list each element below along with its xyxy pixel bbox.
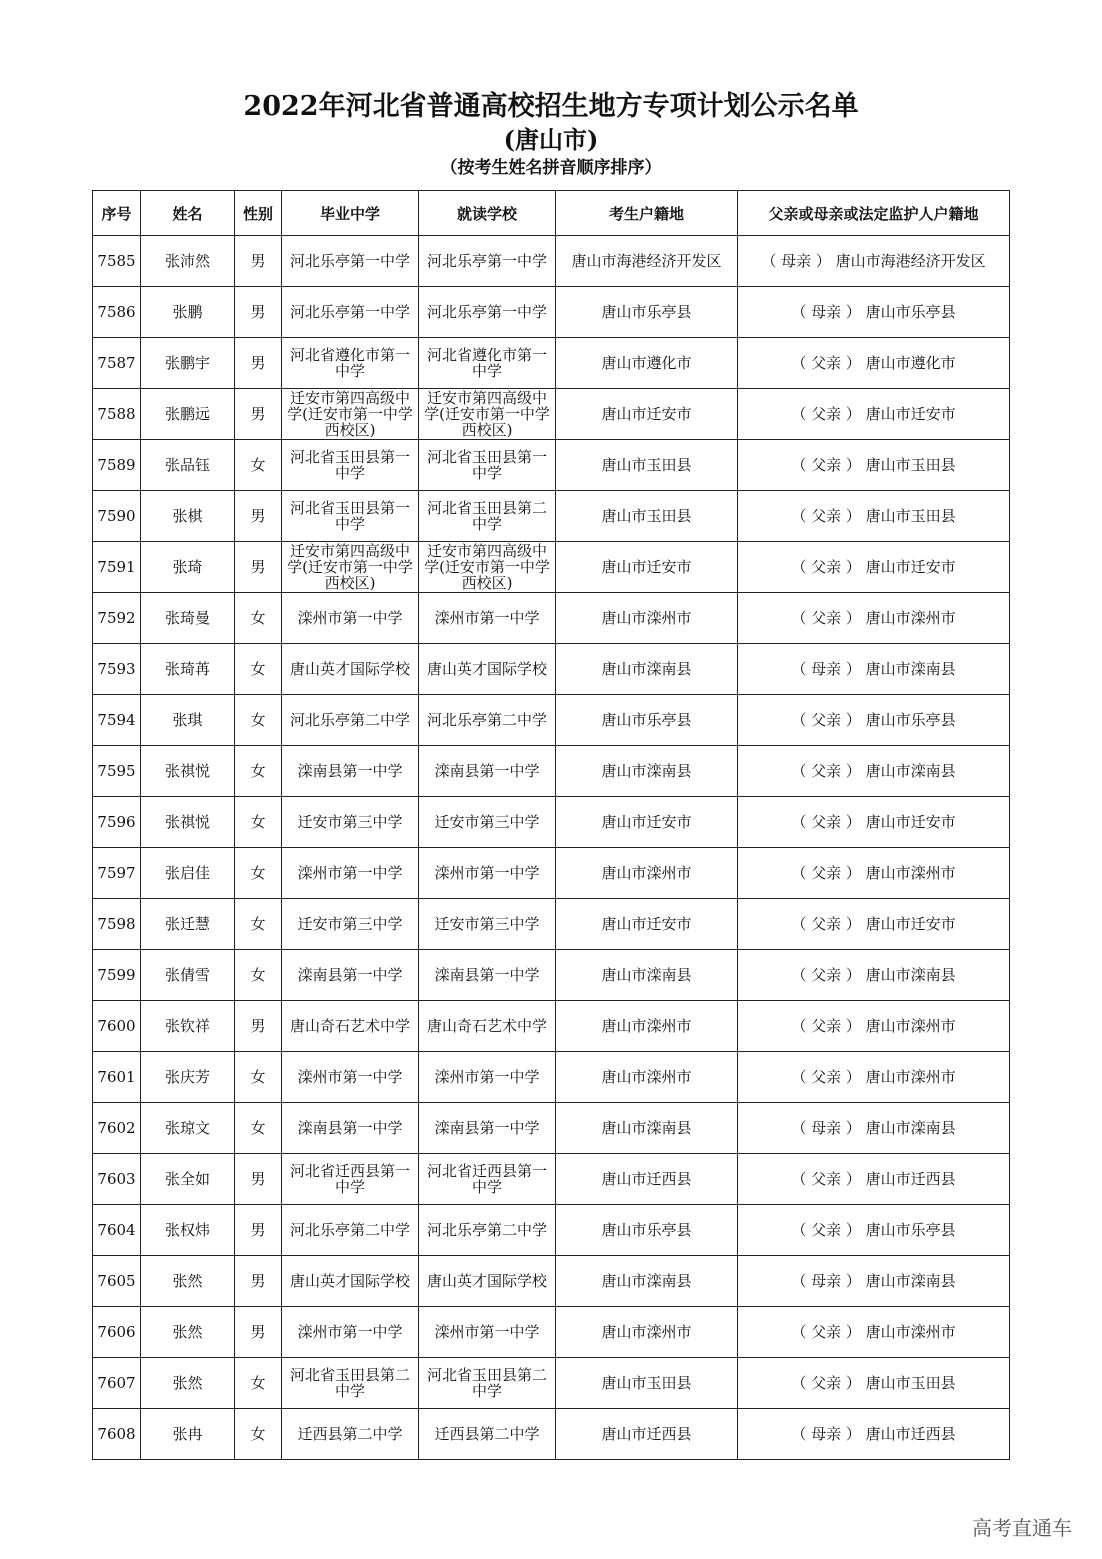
cell-current-school: 滦州市第一中学 <box>419 848 556 899</box>
cell-guardian-hukou: （ 父亲 ） 唐山市滦州市 <box>738 593 1010 644</box>
cell-name: 张然 <box>141 1256 235 1307</box>
cell-name: 张迁慧 <box>141 899 235 950</box>
cell-gender: 女 <box>235 848 282 899</box>
cell-guardian-hukou: （ 母亲 ） 唐山市滦南县 <box>738 644 1010 695</box>
cell-hukou: 唐山市乐亭县 <box>556 1205 738 1256</box>
cell-name: 张品钰 <box>141 440 235 491</box>
column-header-gender: 性别 <box>235 191 282 236</box>
cell-gender: 女 <box>235 950 282 1001</box>
cell-guardian-hukou: （ 母亲 ） 唐山市乐亭县 <box>738 287 1010 338</box>
table-row <box>93 899 1010 950</box>
cell-seq: 7597 <box>93 848 141 899</box>
cell-seq: 7594 <box>93 695 141 746</box>
cell-seq: 7587 <box>93 338 141 389</box>
table-row <box>93 593 1010 644</box>
cell-name: 张冉 <box>141 1409 235 1460</box>
cell-gender: 女 <box>235 1103 282 1154</box>
cell-guardian-hukou: （ 父亲 ） 唐山市迁安市 <box>738 899 1010 950</box>
cell-seq: 7593 <box>93 644 141 695</box>
cell-current-school: 滦州市第一中学 <box>419 1052 556 1103</box>
cell-grad-school: 滦州市第一中学 <box>282 1052 419 1103</box>
cell-gender: 男 <box>235 338 282 389</box>
cell-seq: 7602 <box>93 1103 141 1154</box>
cell-current-school: 河北省玉田县第一中学 <box>419 440 556 491</box>
cell-grad-school: 滦南县第一中学 <box>282 1103 419 1154</box>
cell-grad-school: 河北省玉田县第一中学 <box>282 491 419 542</box>
table-row <box>93 236 1010 287</box>
cell-name: 张鹏 <box>141 287 235 338</box>
cell-name: 张棋 <box>141 491 235 542</box>
cell-gender: 女 <box>235 593 282 644</box>
cell-seq: 7590 <box>93 491 141 542</box>
table-row <box>93 1052 1010 1103</box>
cell-gender: 男 <box>235 1256 282 1307</box>
cell-gender: 女 <box>235 695 282 746</box>
cell-grad-school: 河北省迁西县第一中学 <box>282 1154 419 1205</box>
cell-hukou: 唐山市海港经济开发区 <box>556 236 738 287</box>
cell-current-school: 迁安市第四高级中学(迁安市第一中学西校区) <box>419 542 556 593</box>
cell-guardian-hukou: （ 父亲 ） 唐山市滦州市 <box>738 1052 1010 1103</box>
cell-name: 张然 <box>141 1358 235 1409</box>
cell-grad-school: 滦南县第一中学 <box>282 950 419 1001</box>
cell-name: 张琪 <box>141 695 235 746</box>
cell-grad-school: 河北乐亭第一中学 <box>282 236 419 287</box>
cell-seq: 7588 <box>93 389 141 440</box>
cell-gender: 男 <box>235 542 282 593</box>
cell-seq: 7605 <box>93 1256 141 1307</box>
cell-grad-school: 滦州市第一中学 <box>282 848 419 899</box>
cell-current-school: 滦南县第一中学 <box>419 746 556 797</box>
cell-hukou: 唐山市迁西县 <box>556 1154 738 1205</box>
cell-current-school: 滦州市第一中学 <box>419 593 556 644</box>
cell-gender: 女 <box>235 797 282 848</box>
cell-hukou: 唐山市迁安市 <box>556 389 738 440</box>
cell-guardian-hukou: （ 父亲 ） 唐山市滦州市 <box>738 1001 1010 1052</box>
cell-guardian-hukou: （ 父亲 ） 唐山市遵化市 <box>738 338 1010 389</box>
cell-hukou: 唐山市乐亭县 <box>556 695 738 746</box>
cell-name: 张琦苒 <box>141 644 235 695</box>
cell-grad-school: 河北省玉田县第二中学 <box>282 1358 419 1409</box>
cell-hukou: 唐山市玉田县 <box>556 1358 738 1409</box>
cell-grad-school: 河北省遵化市第一中学 <box>282 338 419 389</box>
cell-guardian-hukou: （ 父亲 ） 唐山市迁西县 <box>738 1154 1010 1205</box>
cell-hukou: 唐山市滦南县 <box>556 746 738 797</box>
cell-seq: 7591 <box>93 542 141 593</box>
cell-seq: 7589 <box>93 440 141 491</box>
cell-guardian-hukou: （ 父亲 ） 唐山市玉田县 <box>738 440 1010 491</box>
document-subtitle: (唐山市) <box>503 125 599 154</box>
table-row <box>93 542 1010 593</box>
table-row <box>93 1358 1010 1409</box>
cell-guardian-hukou: （ 父亲 ） 唐山市玉田县 <box>738 1358 1010 1409</box>
cell-hukou: 唐山市迁安市 <box>556 899 738 950</box>
cell-grad-school: 唐山奇石艺术中学 <box>282 1001 419 1052</box>
cell-grad-school: 迁安市第四高级中学(迁安市第一中学西校区) <box>282 389 419 440</box>
cell-gender: 男 <box>235 1001 282 1052</box>
cell-grad-school: 河北乐亭第一中学 <box>282 287 419 338</box>
cell-gender: 女 <box>235 644 282 695</box>
cell-guardian-hukou: （ 父亲 ） 唐山市滦州市 <box>738 848 1010 899</box>
cell-grad-school: 迁安市第三中学 <box>282 797 419 848</box>
cell-guardian-hukou: （ 父亲 ） 唐山市迁安市 <box>738 389 1010 440</box>
table-row <box>93 1307 1010 1358</box>
cell-current-school: 滦州市第一中学 <box>419 1307 556 1358</box>
cell-seq: 7607 <box>93 1358 141 1409</box>
table-row <box>93 1103 1010 1154</box>
cell-name: 张琦曼 <box>141 593 235 644</box>
table-row <box>93 746 1010 797</box>
cell-seq: 7608 <box>93 1409 141 1460</box>
cell-hukou: 唐山市遵化市 <box>556 338 738 389</box>
cell-hukou: 唐山市乐亭县 <box>556 287 738 338</box>
cell-guardian-hukou: （ 父亲 ） 唐山市迁安市 <box>738 797 1010 848</box>
cell-name: 张庆芳 <box>141 1052 235 1103</box>
cell-seq: 7604 <box>93 1205 141 1256</box>
table-row <box>93 848 1010 899</box>
cell-grad-school: 河北乐亭第二中学 <box>282 1205 419 1256</box>
table-row <box>93 695 1010 746</box>
cell-seq: 7601 <box>93 1052 141 1103</box>
cell-grad-school: 滦南县第一中学 <box>282 746 419 797</box>
cell-guardian-hukou: （ 父亲 ） 唐山市滦南县 <box>738 746 1010 797</box>
cell-hukou: 唐山市滦州市 <box>556 848 738 899</box>
cell-current-school: 河北乐亭第一中学 <box>419 287 556 338</box>
cell-name: 张全如 <box>141 1154 235 1205</box>
table-row <box>93 491 1010 542</box>
cell-gender: 男 <box>235 491 282 542</box>
column-header-hukou: 考生户籍地 <box>556 191 738 236</box>
table-row <box>93 1205 1010 1256</box>
cell-name: 张倩雪 <box>141 950 235 1001</box>
cell-hukou: 唐山市迁西县 <box>556 1409 738 1460</box>
cell-current-school: 河北省迁西县第一中学 <box>419 1154 556 1205</box>
cell-hukou: 唐山市滦州市 <box>556 1001 738 1052</box>
column-header-current-school: 就读学校 <box>419 191 556 236</box>
cell-seq: 7600 <box>93 1001 141 1052</box>
cell-current-school: 河北省遵化市第一中学 <box>419 338 556 389</box>
cell-seq: 7596 <box>93 797 141 848</box>
cell-name: 张权炜 <box>141 1205 235 1256</box>
roster-table <box>92 190 1010 1460</box>
cell-gender: 女 <box>235 1358 282 1409</box>
table-row <box>93 287 1010 338</box>
table-row <box>93 644 1010 695</box>
cell-guardian-hukou: （ 母亲 ） 唐山市滦南县 <box>738 1103 1010 1154</box>
cell-grad-school: 迁西县第二中学 <box>282 1409 419 1460</box>
table-row <box>93 1154 1010 1205</box>
cell-current-school: 河北省玉田县第二中学 <box>419 491 556 542</box>
cell-guardian-hukou: （ 母亲 ） 唐山市海港经济开发区 <box>738 236 1010 287</box>
cell-name: 张钦祥 <box>141 1001 235 1052</box>
cell-seq: 7595 <box>93 746 141 797</box>
cell-name: 张祺悦 <box>141 746 235 797</box>
cell-grad-school: 迁安市第三中学 <box>282 899 419 950</box>
cell-name: 张鹏远 <box>141 389 235 440</box>
cell-current-school: 迁安市第三中学 <box>419 899 556 950</box>
cell-hukou: 唐山市玉田县 <box>556 491 738 542</box>
cell-seq: 7598 <box>93 899 141 950</box>
cell-gender: 女 <box>235 1052 282 1103</box>
cell-current-school: 河北乐亭第二中学 <box>419 695 556 746</box>
cell-current-school: 滦南县第一中学 <box>419 950 556 1001</box>
cell-name: 张然 <box>141 1307 235 1358</box>
cell-current-school: 唐山英才国际学校 <box>419 1256 556 1307</box>
cell-hukou: 唐山市滦州市 <box>556 1052 738 1103</box>
cell-gender: 男 <box>235 389 282 440</box>
cell-hukou: 唐山市滦州市 <box>556 1307 738 1358</box>
table-row <box>93 1409 1010 1460</box>
cell-current-school: 河北乐亭第一中学 <box>419 236 556 287</box>
cell-name: 张沛然 <box>141 236 235 287</box>
cell-grad-school: 唐山英才国际学校 <box>282 1256 419 1307</box>
cell-grad-school: 河北省玉田县第一中学 <box>282 440 419 491</box>
cell-current-school: 唐山奇石艺术中学 <box>419 1001 556 1052</box>
cell-hukou: 唐山市迁安市 <box>556 797 738 848</box>
cell-hukou: 唐山市滦南县 <box>556 644 738 695</box>
cell-grad-school: 唐山英才国际学校 <box>282 644 419 695</box>
column-header-grad-school: 毕业中学 <box>282 191 419 236</box>
cell-guardian-hukou: （ 母亲 ） 唐山市迁西县 <box>738 1409 1010 1460</box>
cell-grad-school: 河北乐亭第二中学 <box>282 695 419 746</box>
cell-seq: 7606 <box>93 1307 141 1358</box>
cell-gender: 女 <box>235 746 282 797</box>
cell-seq: 7586 <box>93 287 141 338</box>
table-row <box>93 1256 1010 1307</box>
cell-current-school: 迁安市第三中学 <box>419 797 556 848</box>
cell-grad-school: 滦州市第一中学 <box>282 1307 419 1358</box>
table-row <box>93 440 1010 491</box>
cell-gender: 男 <box>235 1154 282 1205</box>
table-row <box>93 1001 1010 1052</box>
cell-gender: 女 <box>235 440 282 491</box>
table-row <box>93 797 1010 848</box>
cell-guardian-hukou: （ 父亲 ） 唐山市乐亭县 <box>738 695 1010 746</box>
cell-current-school: 唐山英才国际学校 <box>419 644 556 695</box>
cell-gender: 女 <box>235 899 282 950</box>
cell-guardian-hukou: （ 父亲 ） 唐山市乐亭县 <box>738 1205 1010 1256</box>
table-row <box>93 389 1010 440</box>
table-body <box>93 236 1010 1460</box>
cell-seq: 7585 <box>93 236 141 287</box>
table-row <box>93 950 1010 1001</box>
document-title: 2022年河北省普通高校招生地方专项计划公示名单 <box>243 91 859 122</box>
cell-grad-school: 迁安市第四高级中学(迁安市第一中学西校区) <box>282 542 419 593</box>
cell-seq: 7592 <box>93 593 141 644</box>
cell-hukou: 唐山市滦南县 <box>556 950 738 1001</box>
column-header-seq: 序号 <box>93 191 141 236</box>
cell-name: 张琦 <box>141 542 235 593</box>
cell-name: 张祺悦 <box>141 797 235 848</box>
cell-gender: 男 <box>235 236 282 287</box>
cell-seq: 7603 <box>93 1154 141 1205</box>
cell-guardian-hukou: （ 父亲 ） 唐山市迁安市 <box>738 542 1010 593</box>
column-header-name: 姓名 <box>141 191 235 236</box>
cell-name: 张琼文 <box>141 1103 235 1154</box>
cell-hukou: 唐山市迁安市 <box>556 542 738 593</box>
cell-guardian-hukou: （ 父亲 ） 唐山市滦州市 <box>738 1307 1010 1358</box>
cell-seq: 7599 <box>93 950 141 1001</box>
cell-current-school: 河北省玉田县第二中学 <box>419 1358 556 1409</box>
cell-guardian-hukou: （ 父亲 ） 唐山市玉田县 <box>738 491 1010 542</box>
cell-name: 张启佳 <box>141 848 235 899</box>
cell-hukou: 唐山市滦州市 <box>556 593 738 644</box>
cell-gender: 男 <box>235 1307 282 1358</box>
watermark: 高考直通车 <box>972 1516 1072 1540</box>
cell-gender: 女 <box>235 1409 282 1460</box>
cell-grad-school: 滦州市第一中学 <box>282 593 419 644</box>
table-row <box>93 338 1010 389</box>
cell-guardian-hukou: （ 母亲 ） 唐山市滦南县 <box>738 1256 1010 1307</box>
cell-name: 张鹏宇 <box>141 338 235 389</box>
cell-hukou: 唐山市玉田县 <box>556 440 738 491</box>
cell-current-school: 迁西县第二中学 <box>419 1409 556 1460</box>
cell-guardian-hukou: （ 父亲 ） 唐山市滦南县 <box>738 950 1010 1001</box>
sort-note: （按考生姓名拼音顺序排序） <box>440 158 662 178</box>
cell-current-school: 迁安市第四高级中学(迁安市第一中学西校区) <box>419 389 556 440</box>
cell-current-school: 河北乐亭第二中学 <box>419 1205 556 1256</box>
cell-gender: 男 <box>235 1205 282 1256</box>
table-header-row <box>93 191 1010 236</box>
cell-gender: 男 <box>235 287 282 338</box>
cell-hukou: 唐山市滦南县 <box>556 1256 738 1307</box>
cell-hukou: 唐山市滦南县 <box>556 1103 738 1154</box>
cell-current-school: 滦南县第一中学 <box>419 1103 556 1154</box>
column-header-guardian-hukou: 父亲或母亲或法定监护人户籍地 <box>738 191 1010 236</box>
